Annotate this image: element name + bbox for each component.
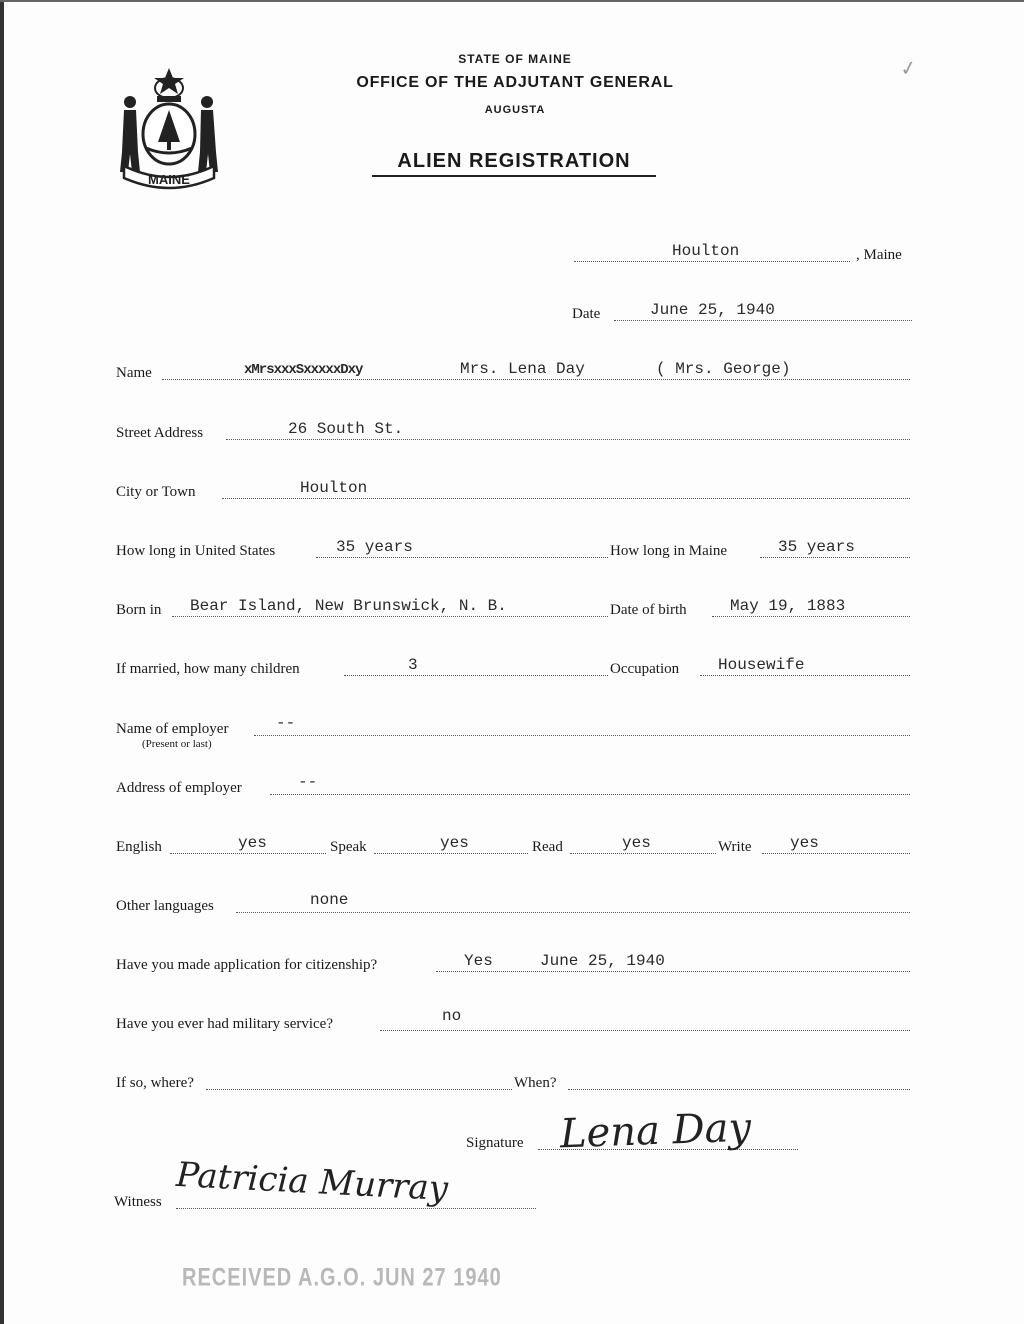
witness-signature: Patricia Murray: [175, 1154, 449, 1210]
scan-top-edge: [0, 0, 1024, 2]
city-town-value: Houlton: [300, 479, 368, 497]
check-mark-icon: ✓: [898, 54, 919, 82]
employer-label: Name of employer: [116, 721, 229, 737]
maine-years-label: How long in Maine: [610, 543, 728, 559]
citizenship-label: Have you made application for citizenship?: [116, 957, 378, 973]
dob-label: Date of birth: [610, 602, 687, 618]
military-field: [116, 1007, 912, 1035]
employer-sublabel: (Present or last): [142, 738, 212, 750]
street-field: [116, 420, 912, 444]
maine-years-value: 35 years: [778, 538, 855, 556]
children-label: If married, how many children: [116, 661, 300, 677]
where-label: If so, where?: [116, 1075, 194, 1091]
read-label: Read: [532, 839, 563, 855]
form-title: ALIEN REGISTRATION: [372, 150, 656, 177]
employer-address-value: --: [298, 773, 318, 791]
name-label: Name: [116, 365, 152, 381]
street-value: 26 South St.: [288, 420, 404, 438]
when-label: When?: [514, 1075, 557, 1091]
name-field: [116, 360, 912, 384]
employer-value: --: [276, 714, 296, 732]
date-value: June 25, 1940: [650, 301, 775, 319]
us-years-label: How long in United States: [116, 543, 276, 559]
employer-address-label: Address of employer: [116, 780, 242, 796]
city-town-label: City or Town: [116, 484, 196, 500]
street-label: Street Address: [116, 425, 204, 441]
place-value: Houlton: [672, 242, 740, 260]
place-field: [570, 242, 920, 266]
scan-left-edge: [0, 0, 4, 1324]
english-label: English: [116, 839, 162, 855]
other-languages-label: Other languages: [116, 898, 214, 914]
date-field: [572, 301, 914, 325]
office-heading: OFFICE OF THE ADJUTANT GENERAL: [356, 74, 674, 91]
place-suffix: , Maine: [856, 247, 902, 263]
citizenship-field: [116, 952, 912, 976]
family-occupation-field: [116, 656, 912, 680]
city-town-field: [116, 479, 912, 503]
maine-state-seal: [110, 62, 228, 192]
write-value: yes: [790, 834, 819, 852]
received-stamp: RECEIVED A.G.O. JUN 27 1940: [182, 1264, 502, 1292]
birth-field: [116, 597, 912, 621]
other-languages-field: [116, 893, 912, 917]
applicant-signature: Lena Day: [559, 1104, 752, 1158]
city-heading: AUGUSTA: [484, 104, 546, 116]
write-label: Write: [718, 839, 752, 855]
military-value: no: [442, 1007, 462, 1025]
name-value: Mrs. Lena Day: [460, 360, 585, 378]
signature-label: Signature: [466, 1135, 524, 1151]
read-value: yes: [622, 834, 651, 852]
date-label: Date: [572, 306, 601, 322]
citizenship-date: June 25, 1940: [540, 952, 665, 970]
employer-address-field: [116, 775, 912, 799]
speak-label: Speak: [330, 839, 367, 855]
residence-duration-field: [116, 538, 912, 562]
us-years-value: 35 years: [336, 538, 413, 556]
english-field: [116, 834, 912, 858]
witness-label: Witness: [114, 1194, 162, 1210]
seal-banner-text: MAINE: [148, 172, 190, 187]
name-struck-text: xMrsxxxSxxxxxDxy: [244, 362, 363, 378]
children-value: 3: [408, 656, 418, 674]
occupation-value: Housewife: [718, 656, 805, 674]
state-heading: STATE OF MAINE: [458, 52, 572, 66]
born-label: Born in: [116, 602, 162, 618]
other-languages-value: none: [310, 891, 349, 909]
military-label: Have you ever had military service?: [116, 1016, 333, 1032]
name-note: ( Mrs. George): [656, 360, 791, 378]
service-location-field: [116, 1070, 912, 1094]
citizenship-value: Yes: [464, 952, 493, 970]
occupation-label: Occupation: [610, 661, 680, 677]
dob-value: May 19, 1883: [730, 597, 846, 615]
speak-value: yes: [440, 834, 469, 852]
employer-field: [116, 714, 912, 750]
english-value: yes: [238, 834, 267, 852]
born-value: Bear Island, New Brunswick, N. B.: [190, 597, 507, 615]
